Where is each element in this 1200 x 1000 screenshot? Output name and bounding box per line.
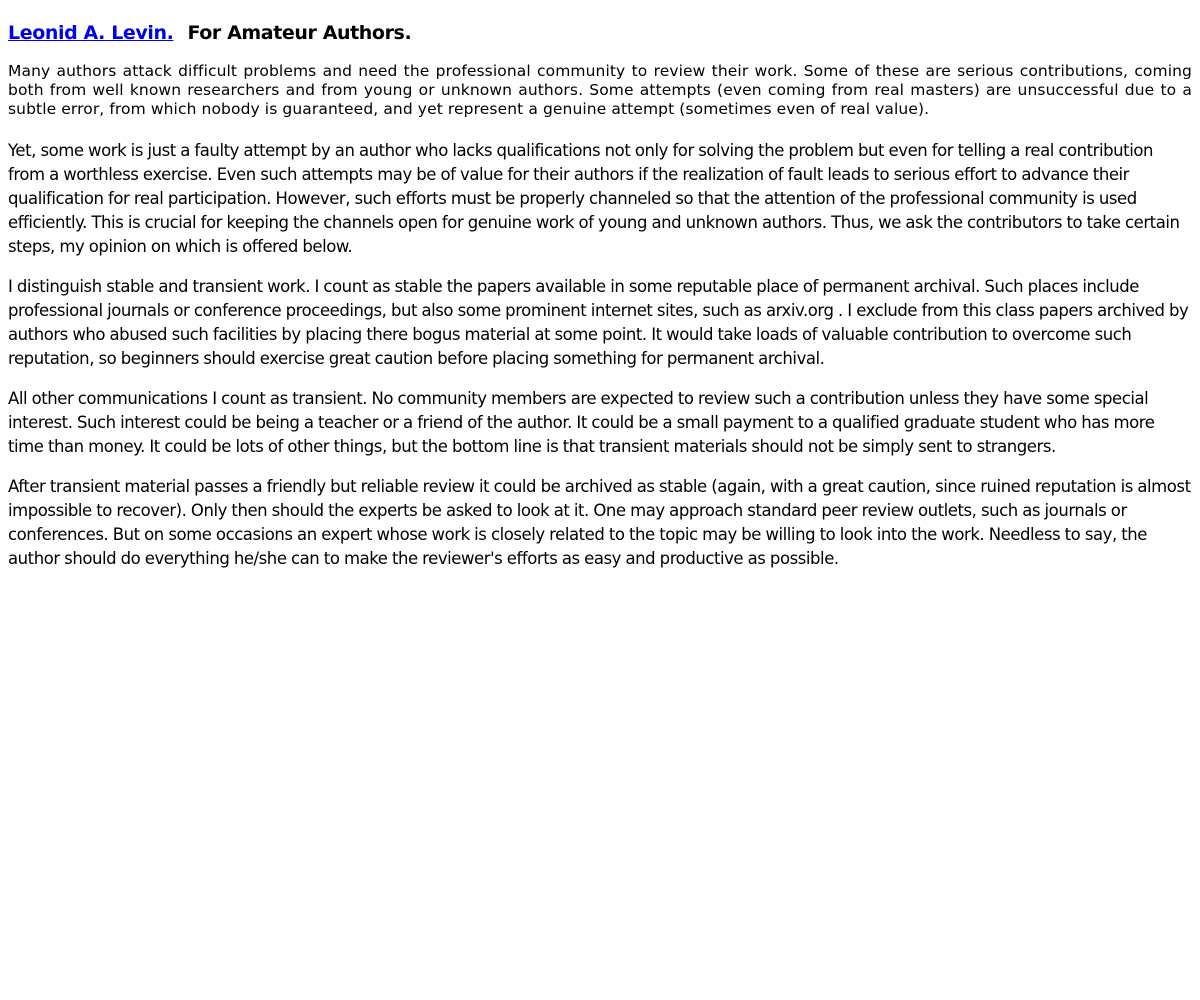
paragraph-transient-work: All other communications I count as transient. No community members are expected to review such a contribution unless they have some special interest. Such interest could be being a teacher or a friend of the author. It could be a small payment to a qualified graduate student who has more time than money. It could be lots of other things, but the bottom line is that transient materials should not be simply sent to strangers. (8, 389, 1155, 456)
paragraph-review-process: After transient material passes a friendly but reliable review it could be archived as stable (again, with a great caution, since ruined reputation is almost impossible to recover). Only then should the experts be asked to look at it. One may approach standard peer review outlets, such as journals or conferences. But on some occasions an expert whose work is closely related to the topic may be willing to look into the work. Needless to say, the author should do everything he/she can to make the reviewer's efforts as easy and productive as possible. (8, 477, 1191, 568)
paragraph-qualifications: Yet, some work is just a faulty attempt by an author who lacks qualifications not only for solving the problem but even for telling a real contribution from a worthless exercise. Even such attempts may be of value for their authors if the realization of fault leads to serious effort to advance their qualification for real participation. However, such efforts must be properly channeled so that the attention of the professional community is used efficiently. This is crucial for keeping the channels open for genuine work of young and unknown authors. Thus, we ask the contributors to take certain steps, my opinion on which is offered below. (8, 141, 1180, 256)
intro-paragraph: Many authors attack difficult problems and need the professional community to review their work. Some of these are serious contributions, coming both from well known researchers and from young or unknown authors. Some attempts (even coming from real masters) are unsuccessful due to a subtle error, from which nobody is guaranteed, and yet represent a genuine attempt (sometimes even of real value). (8, 62, 1192, 118)
page-title: For Amateur Authors. (187, 22, 412, 44)
page-header (8, 20, 1192, 46)
author-link[interactable]: Leonid A. Levin. (8, 22, 174, 44)
paragraph-stable-work: I distinguish stable and transient work. I count as stable the papers available in some reputable place of permanent archival. Such places include professional journals or conference proceedings, but also some prominent internet sites, such as arxiv.org . I exclude from this class papers archived by authors who abused such facilities by placing there bogus material at some point. It would take loads of valuable contribution to overcome such reputation, so beginners should exercise great caution before placing something for permanent archival. (8, 277, 1189, 368)
